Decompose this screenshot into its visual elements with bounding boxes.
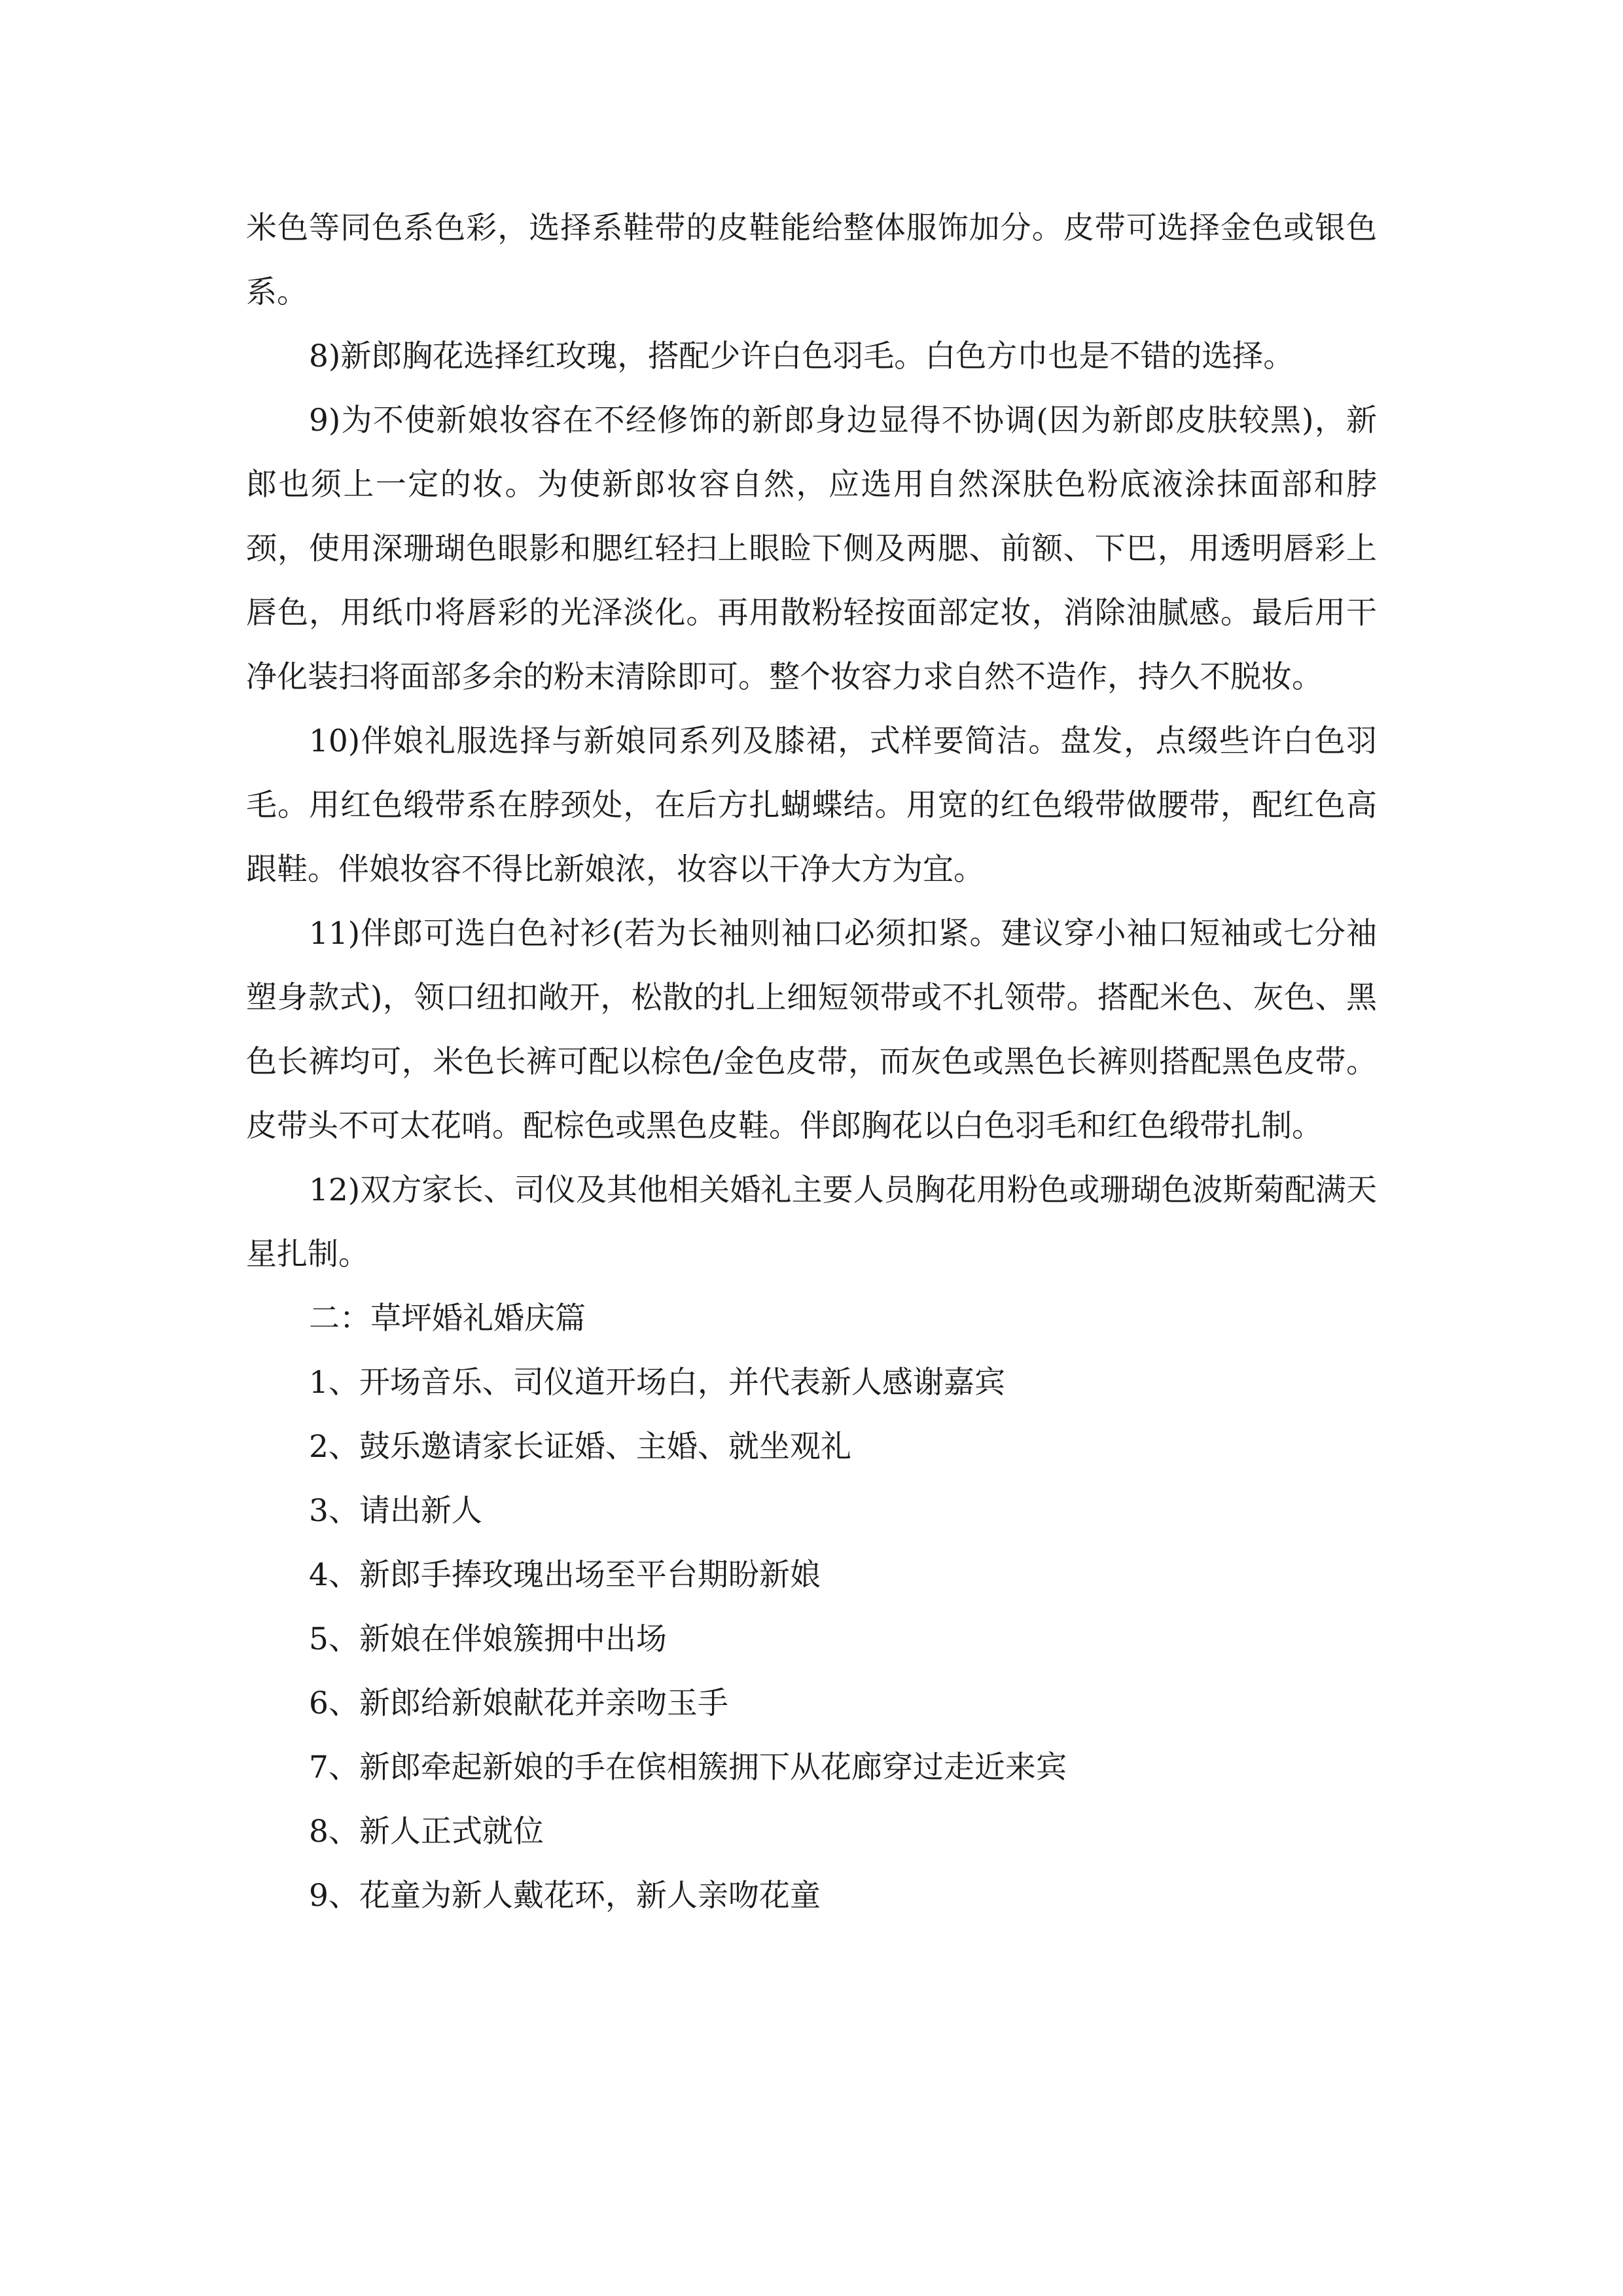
paragraph-item-9: 9)为不使新娘妆容在不经修饰的新郎身边显得不协调(因为新郎皮肤较黑)，新郎也须上一定的妆。为使新郎妆容自然，应选用自然深肤色粉底液涂抹面部和脖颈，使用深珊瑚色眼影和腮红轻扫上眼睑下侧及两腮、前额、下巴，用透明唇彩上唇色，用纸巾将唇彩的光泽淡化。再用散粉轻按面部定妆，消除油腻感。最后用干净化装扫将面部多余的粉末清除即可。整个妆容力求自然不造作，持久不脱妆。: [246, 403, 1377, 695]
step-item: 3、请出新人: [309, 1493, 482, 1529]
section-heading: 二：草坪婚礼婚庆篇: [309, 1300, 586, 1336]
paragraph-item-8: 8)新郎胸花选择红玫瑰，搭配少许白色羽毛。白色方巾也是不错的选择。: [309, 338, 1294, 374]
step-item: 4、新郎手捧玫瑰出场至平台期盼新娘: [309, 1557, 821, 1593]
step-item: 1、开场音乐、司仪道开场白，并代表新人感谢嘉宾: [309, 1365, 1005, 1401]
paragraph-item-11: 11)伴郎可选白色衬衫(若为长袖则袖口必须扣紧。建议穿小袖口短袖或七分袖塑身款式)，领口纽扣敞开，松散的扎上细短领带或不扎领带。搭配米色、灰色、黑色长裤均可，米色长裤可配以棕色/金色皮带，而灰色或黑色长裤则搭配黑色皮带。皮带头不可太花哨。配棕色或黑色皮鞋。伴郎胸花以白色羽毛和红色缎带扎制。: [246, 916, 1377, 1144]
step-item: 7、新郎牵起新娘的手在傧相簇拥下从花廊穿过走近来宾: [309, 1749, 1067, 1785]
document-body: [246, 196, 1377, 1928]
paragraph-item-12: 12)双方家长、司仪及其他相关婚礼主要人员胸花用粉色或珊瑚色波斯菊配满天星扎制。: [246, 1172, 1377, 1272]
paragraph-item-10: 10)伴娘礼服选择与新娘同系列及膝裙，式样要简洁。盘发，点缀些许白色羽毛。用红色缎带系在脖颈处，在后方扎蝴蝶结。用宽的红色缎带做腰带，配红色高跟鞋。伴娘妆容不得比新娘浓，妆容以干净大方为宜。: [246, 723, 1377, 888]
paragraph-continuation: 米色等同色系色彩，选择系鞋带的皮鞋能给整体服饰加分。皮带可选择金色或银色系。: [246, 210, 1377, 310]
step-item: 2、鼓乐邀请家长证婚、主婚、就坐观礼: [309, 1429, 851, 1465]
step-item: 9、花童为新人戴花环，新人亲吻花童: [309, 1878, 821, 1914]
step-item: 5、新娘在伴娘簇拥中出场: [309, 1621, 667, 1657]
step-item: 8、新人正式就位: [309, 1814, 544, 1850]
step-item: 6、新郎给新娘献花并亲吻玉手: [309, 1685, 728, 1721]
